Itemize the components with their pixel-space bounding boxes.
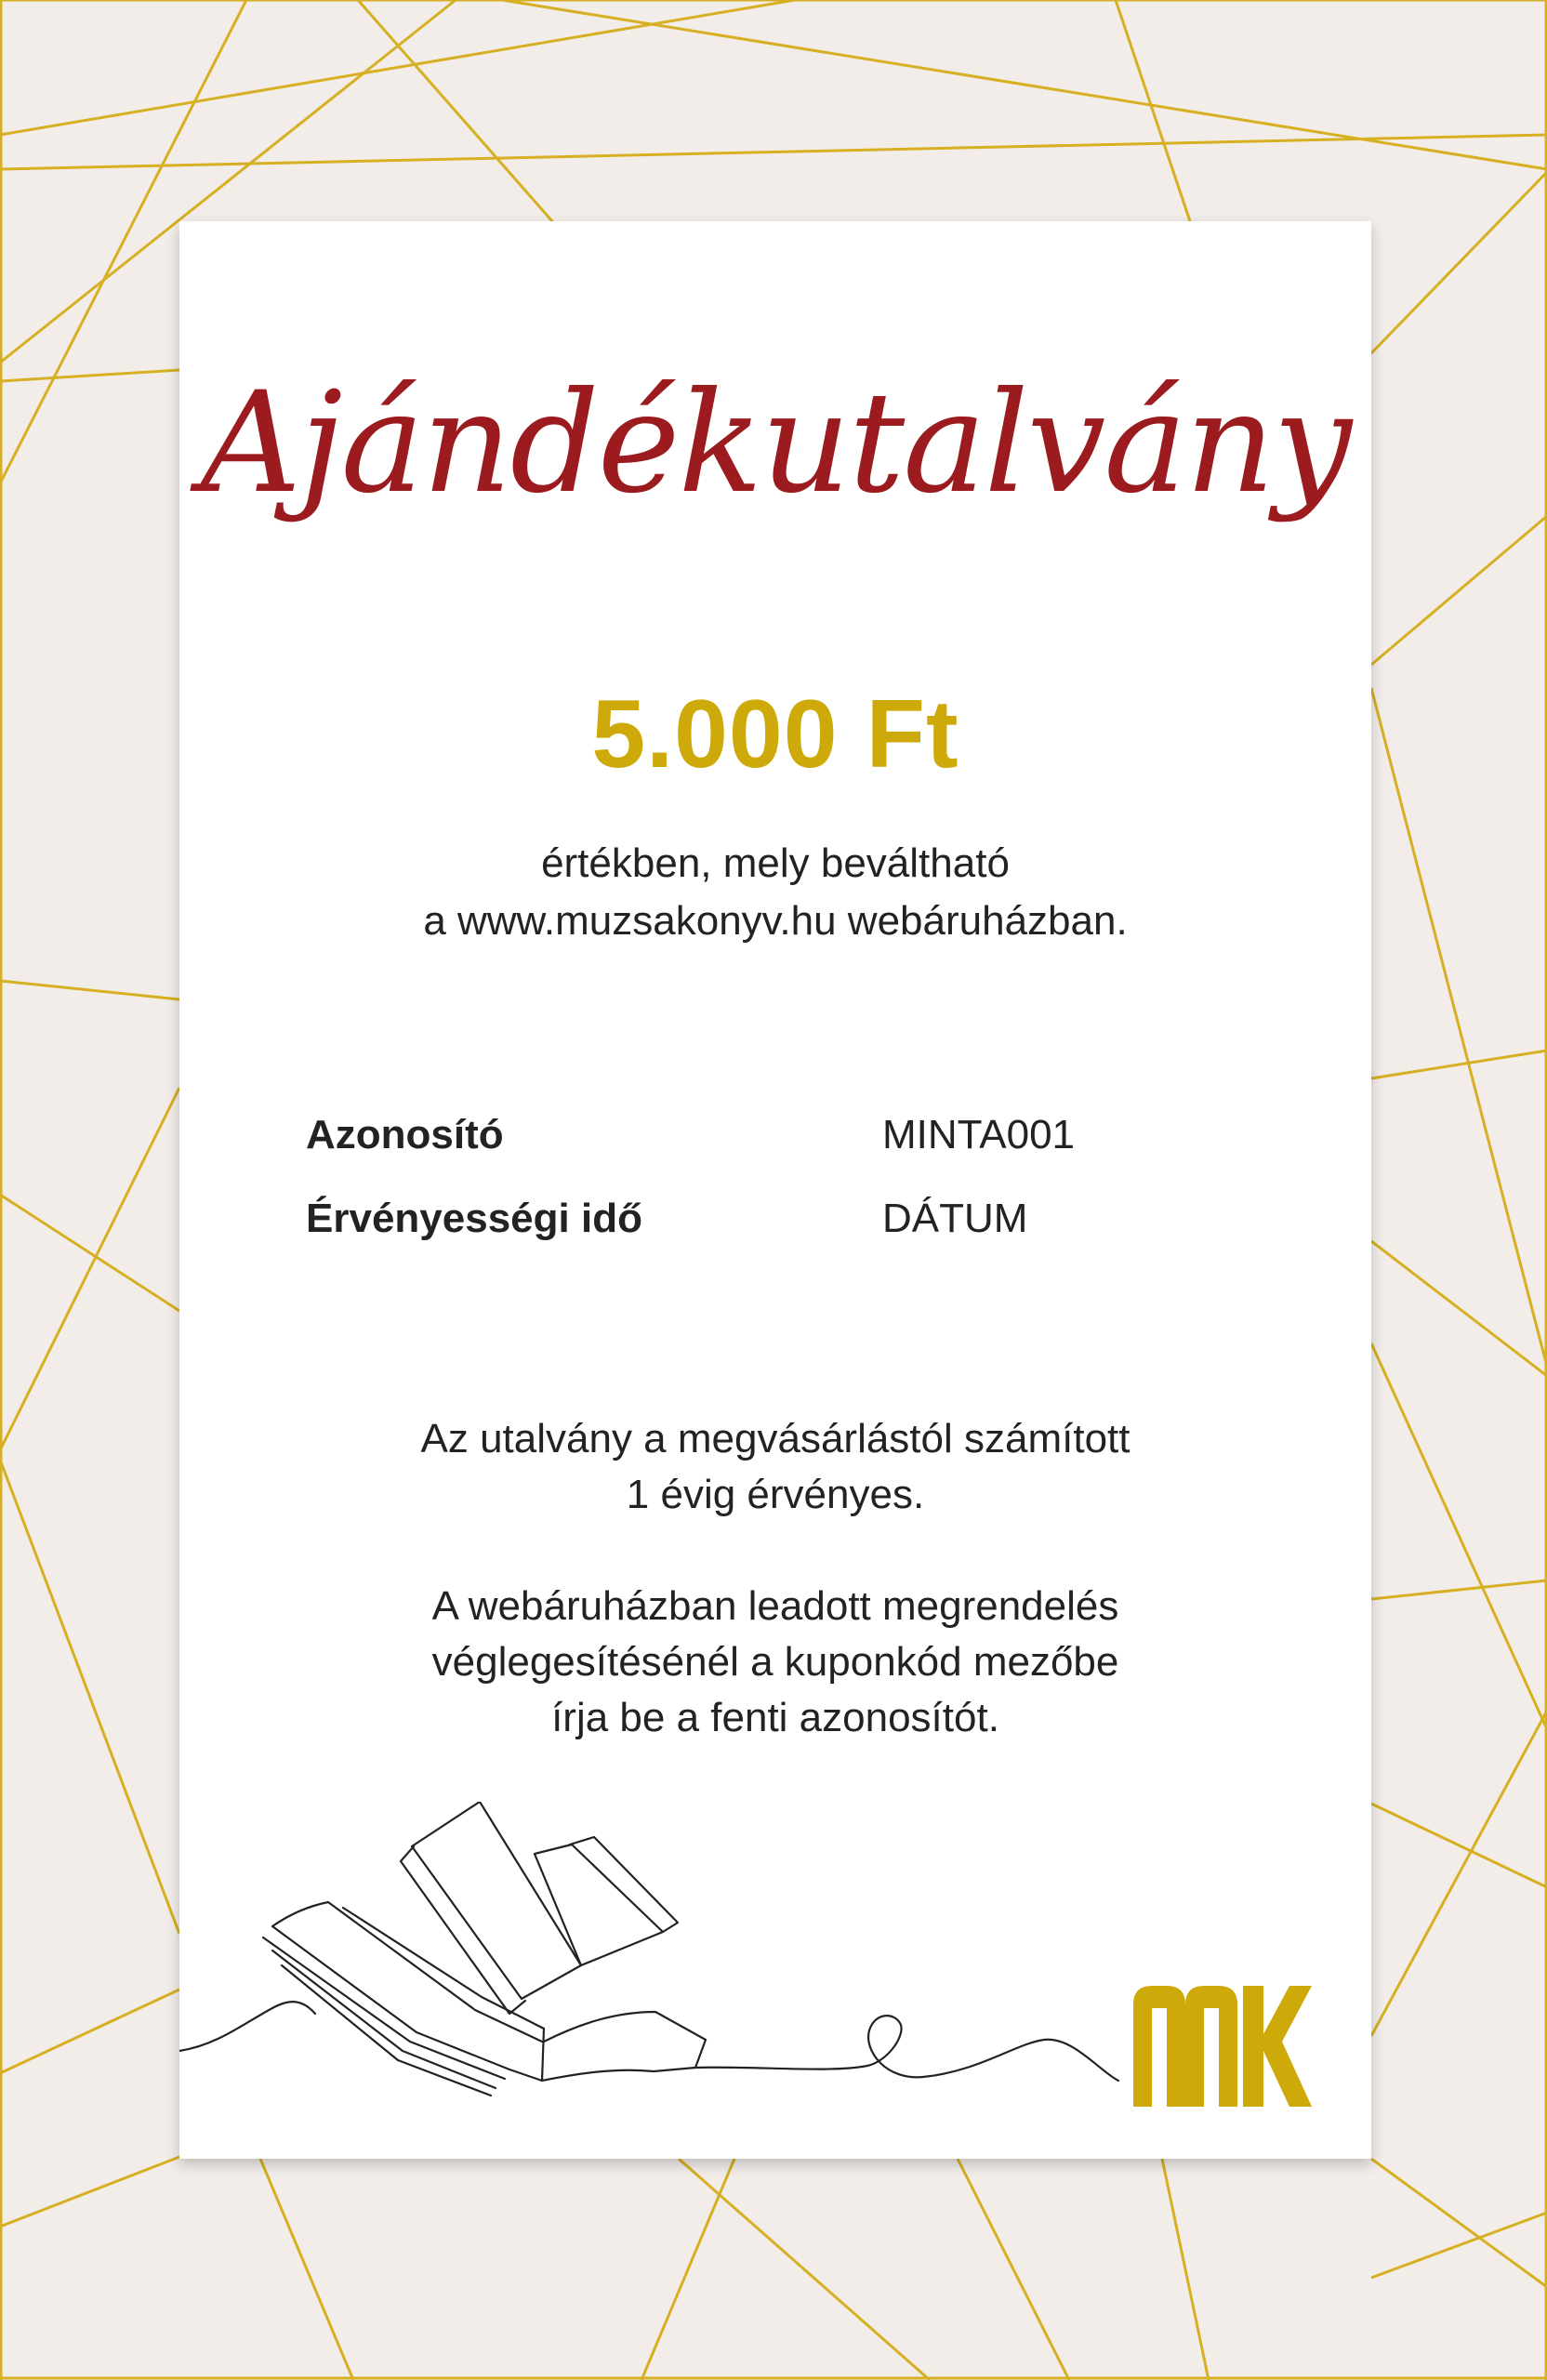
validity-note (179, 1411, 1371, 1523)
subtitle-line-2: a www.muzsakonyv.hu webáruházban. (423, 898, 1128, 944)
voucher-amount: 5.000 Ft (591, 681, 959, 788)
gift-voucher-card (179, 221, 1371, 2159)
validity-value: DÁTUM (882, 1196, 1028, 1241)
instruction-line-3: írja be a fenti azonosítót. (551, 1695, 999, 1740)
validity-note-line-1: Az utalvány a megvásárlástól számított (420, 1416, 1130, 1461)
id-value: MINTA001 (882, 1112, 1076, 1157)
subtitle-line-1: értékben, mely beváltható (541, 840, 1010, 886)
validity-note-line-2: 1 évig érvényes. (626, 1472, 925, 1517)
voucher-subtitle (179, 835, 1371, 950)
id-label: Azonosító (306, 1112, 504, 1157)
instruction-note (179, 1579, 1371, 1746)
voucher-title: Ajándékutalvány (200, 363, 1351, 524)
mk-logo-icon (1133, 1986, 1312, 2107)
instruction-line-2: véglegesítésénél a kuponkód mezőbe (431, 1639, 1119, 1685)
validity-label: Érvényességi idő (306, 1196, 642, 1241)
instruction-line-1: A webáruházban leadott megrendelés (431, 1583, 1119, 1629)
